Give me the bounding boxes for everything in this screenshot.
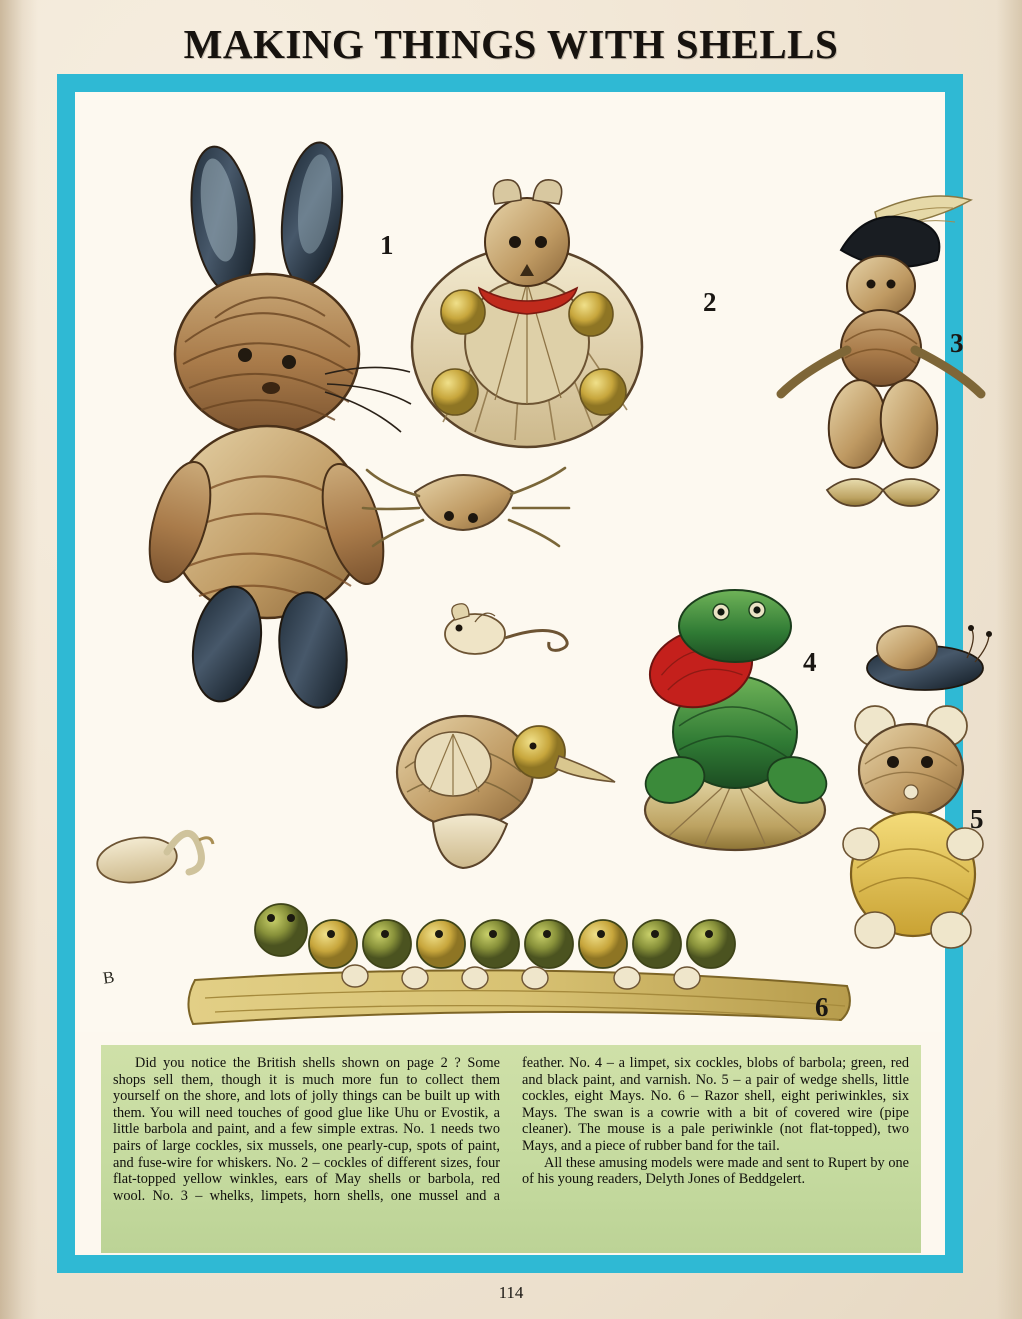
- figure-1-rabbit: [138, 139, 411, 712]
- figure-number-3: 3: [950, 328, 964, 358]
- caption-paragraph-2: All these amusing models were made and sent to Rupert by one of his young readers, Delyth Jones of Beddgelert.: [522, 1154, 909, 1188]
- caption-paragraph-1: Did you notice the British shells shown on page 2 ? Some shops sell them, though it is much more fun to collect them yourself on the shore, and lots of jolly things can be built up with them. You will need touches of good glue like Uhu or Evostik, a little barbola and paint, and a few simple extras. No. 1 needs two pairs of large cockles, six mussels, one pearly-cup, spots of paint, and fuse-wire for whiskers. No. 2 – cockles of different sizes, four flat-topped yellow winkles, ears of May shells or barbola, red wool. No. 3 – whelks, limpets, horn shells, one mussel and a feather. No. 4 – a limpet, six cockles, blobs of barbola; green, red and black paint, and varnish. No. 5 – a pair of wedge shells, little cockles, eight Mays. No. 6 – Razor shell, eight periwinkles, six Mays. The swan is a cowrie with a bit of covered wire (pipe cleaner). The mouse is a pale periwinkle (not flat-topped), two Mays, and a piece of rubber band for the tail.: [113, 1055, 909, 1204]
- figure-number-1: 1: [380, 230, 394, 260]
- figure-number-5: 5: [970, 804, 984, 834]
- shell-crab: [363, 468, 569, 546]
- page-title: MAKING THINGS WITH SHELLS: [183, 21, 839, 67]
- frame-inner: [75, 92, 984, 1255]
- shell-models-illustration: [75, 92, 984, 1032]
- figure-4-frog: [640, 590, 833, 850]
- figure-5-bear: [843, 706, 983, 948]
- shell-mouse: [445, 604, 567, 654]
- caption-panel: [101, 1045, 921, 1253]
- page-number: 114: [498, 1283, 524, 1302]
- artist-monogram: B: [101, 967, 116, 988]
- figure-6-caterpillar: [188, 904, 849, 1024]
- shell-bird: [397, 716, 615, 868]
- illustration-frame: [57, 74, 984, 1273]
- figure-number-2: 2: [703, 287, 717, 317]
- figure-2-mouse-in-shell: [412, 180, 642, 447]
- figure-number-6: 6: [815, 992, 829, 1022]
- shell-snail: [867, 625, 992, 690]
- figure-number-4: 4: [803, 647, 817, 677]
- shell-figures-artwork: [75, 92, 945, 1032]
- shell-swan: [94, 833, 213, 888]
